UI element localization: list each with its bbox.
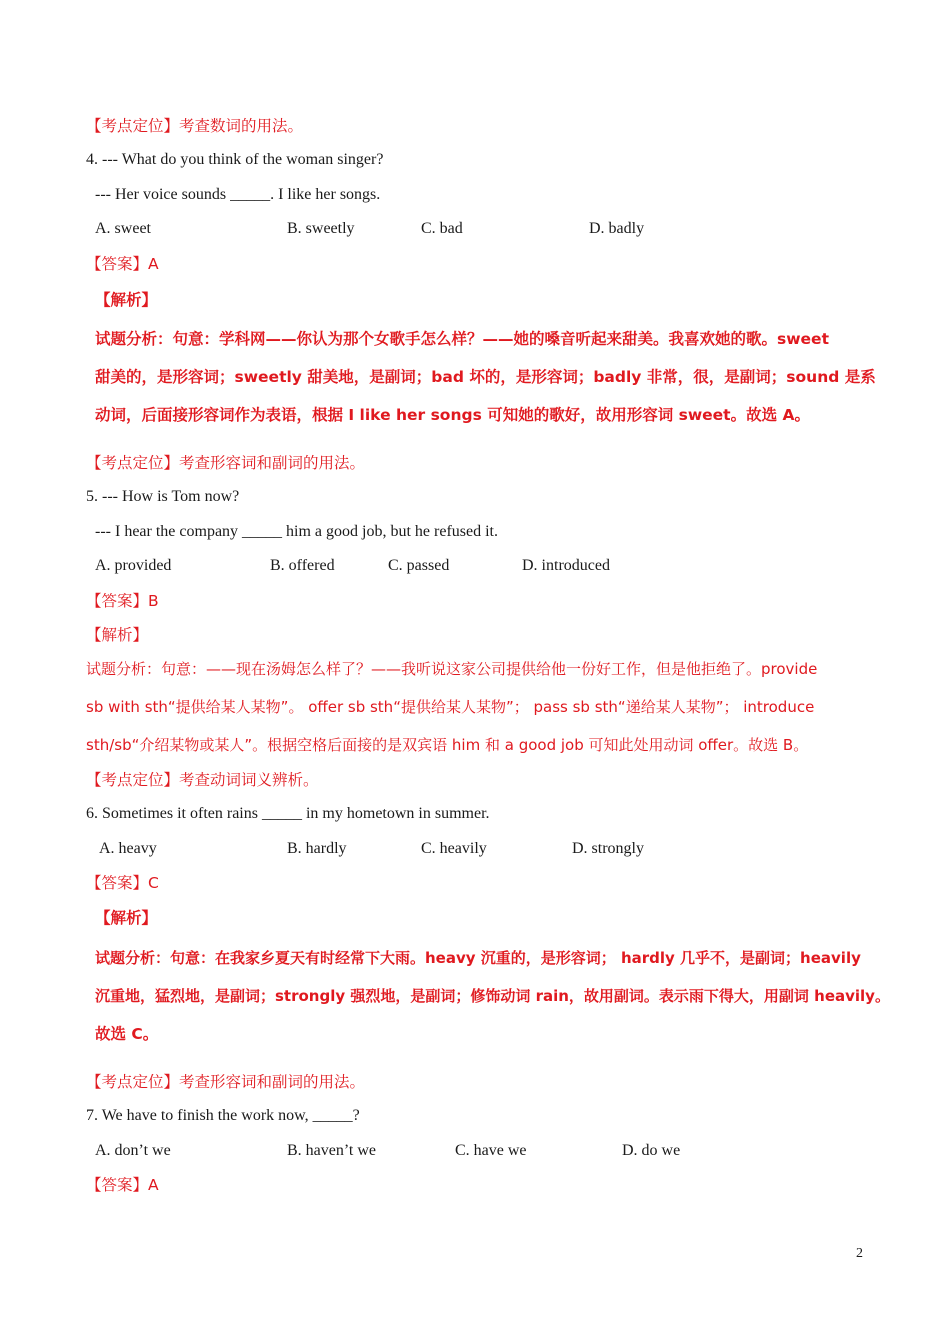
q6-option-a: A. heavy [99,840,157,857]
question-6: 6. Sometimes it often rains _____ in my hometown in summer. [86,805,490,822]
q5-option-a: A. provided [95,557,172,574]
q5-option-c: C. passed [388,557,450,574]
q6-analysis-line1: 试题分析：句意：在我家乡夏天有时经常下大雨。heavy 沉重的，是形容词； hardly 几乎不，是副词；heavily [95,949,861,967]
kaodian-q3 [86,116,303,137]
q6-analysis-line2: 沉重地，猛烈地，是副词；strongly 强烈地，是副词；修饰动词 rain，故用副词。表示雨下得大，用副词 heavily。 [95,987,890,1005]
q4-answer: 【答案】A [86,255,159,273]
q4-kaodian: 【考点定位】考查形容词和副词的用法。 [86,454,366,472]
q4-jiexi-label: 【解析】 [95,291,158,309]
q7-option-d: D. do we [622,1142,681,1159]
q4-option-c: C. bad [421,220,463,237]
q6-kaodian: 【考点定位】考查形容词和副词的用法。 [86,1073,366,1091]
question-5: 5. --- How is Tom now? [86,488,240,505]
q7-answer: 【答案】A [86,1176,159,1194]
q6-option-c: C. heavily [421,840,487,857]
q5-analysis-line1: 试题分析：句意：——现在汤姆怎么样了？——我听说这家公司提供给他一份好工作，但是他拒绝了。provide [86,660,818,678]
q6-jiexi-label: 【解析】 [95,909,158,927]
question-5-line2: --- I hear the company _____ him a good job, but he refused it. [95,523,498,540]
q4-option-d: D. badly [589,220,645,237]
q7-option-b: B. haven’t we [287,1142,377,1159]
q6-option-b: B. hardly [287,840,347,857]
q6-analysis-line3: 故选 C。 [95,1025,159,1043]
q4-option-a: A. sweet [95,220,151,237]
q5-jiexi-label: 【解析】 [86,626,149,644]
q5-option-d: D. introduced [522,557,610,574]
q4-option-b: B. sweetly [287,220,355,237]
q5-answer: 【答案】B [86,592,159,610]
q4-analysis-line1: 试题分析：句意：学科网——你认为那个女歌手怎么样？——她的嗓音听起来甜美。我喜欢她的歌。sweet [95,330,829,348]
q4-analysis-line3: 动词，后面接形容词作为表语，根据 I like her songs 可知她的歌好，故用形容词 sweet。故选 A。 [95,406,810,424]
question-7: 7. We have to finish the work now, _____? [86,1107,360,1124]
q5-analysis-line2: sb with sth“提供给某人某物”。 offer sb sth“提供给某人某物”； pass sb sth“递给某人某物”； introduce [86,698,815,716]
question-4: 4. --- What do you think of the woman singer? [86,151,384,168]
kaodian-text: 【考点定位】考查数词的用法。 [86,117,304,135]
page-number: 2 [856,1246,863,1261]
q5-analysis-line3: sth/sb“介绍某物或某人”。根据空格后面接的是双宾语 him 和 a good job 可知此处用动词 offer。故选 B。 [86,736,809,754]
q4-analysis-line2: 甜美的，是形容词；sweetly 甜美地，是副词；bad 坏的，是形容词；badly 非常，很，是副词；sound 是系 [95,368,876,386]
q5-option-b: B. offered [270,557,335,574]
q7-option-a: A. don’t we [95,1142,171,1159]
q7-option-c: C. have we [455,1142,527,1159]
q6-option-d: D. strongly [572,840,644,857]
q5-kaodian: 【考点定位】考查动词词义辨析。 [86,771,319,789]
q6-answer: 【答案】C [86,874,159,892]
question-4-line2: --- Her voice sounds _____. I like her songs. [95,186,381,203]
